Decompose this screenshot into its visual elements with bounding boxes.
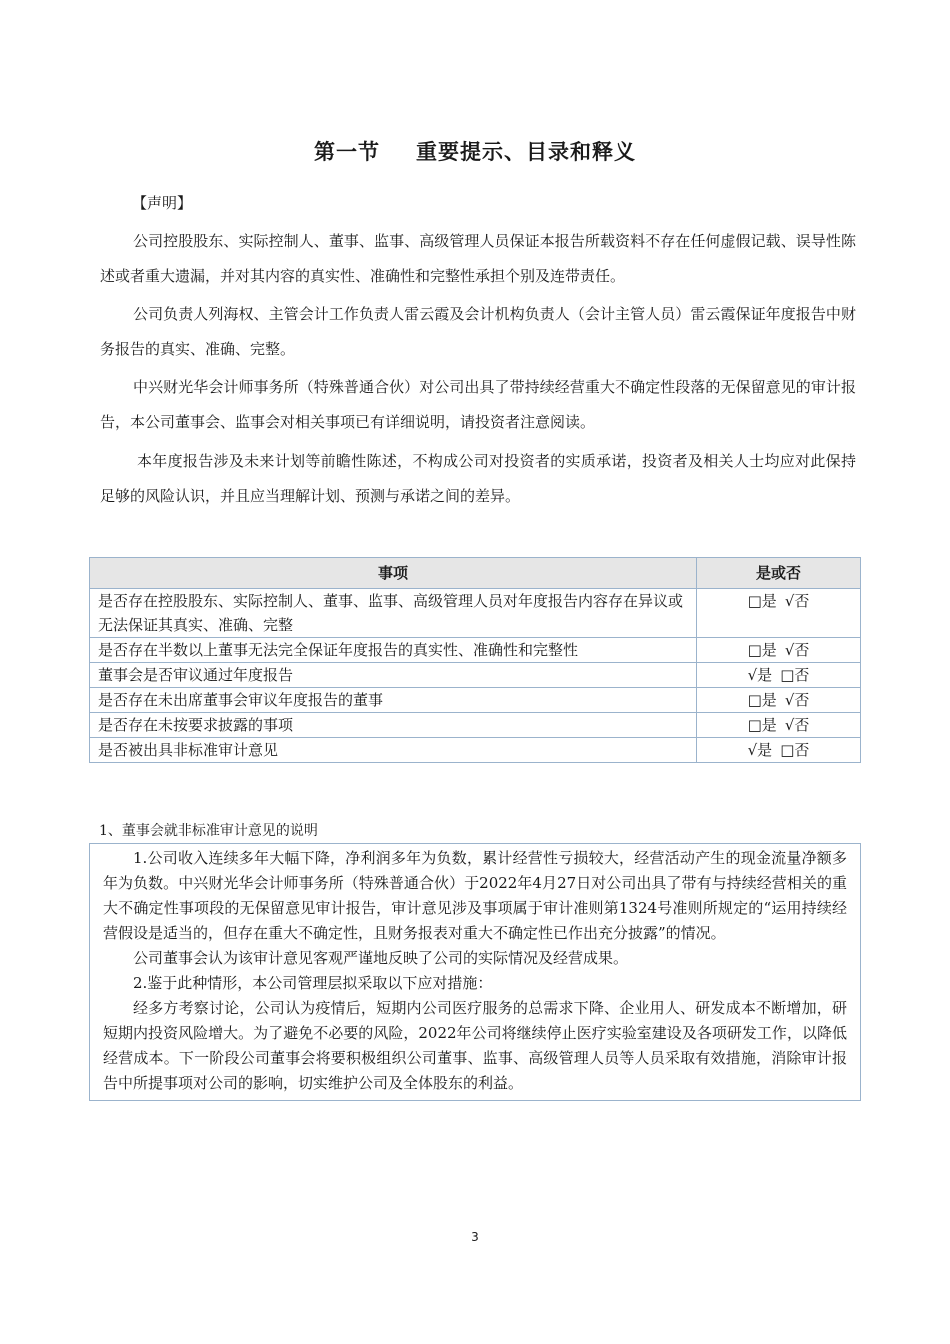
statement-paragraph-3: 中兴财光华会计师事务所（特殊普通合伙）对公司出具了带持续经营重大不确定性段落的无保留意见的审计报告，本公司董事会、监事会对相关事项已有详细说明，请投资者注意阅读。 [100, 378, 856, 431]
page-number: 3 [471, 1230, 479, 1244]
statement-paragraph-4: 本年度报告涉及未来计划等前瞻性陈述，不构成公司对投资者的实质承诺，投资者及相关人士均应对此保持足够的风险认识，并且应当理解计划、预测与承诺之间的差异。 [100, 452, 856, 505]
explanation-heading: 1、董事会就非标准审计意见的说明 [99, 823, 318, 839]
table-row [90, 663, 861, 688]
table-cell-item: 是否存在未出席董事会审议年度报告的董事 [90, 688, 697, 713]
explanation-paragraph-1: 1.公司收入连续多年大幅下降，净利润多年为负数，累计经营性亏损较大，经营活动产生的现金流量净额多年为负数。中兴财光华会计师事务所（特殊普通合伙）于2022年4月27日对公司出具了带有与持续经营相关的重大不确定性事项段的无保留意见审计报告，审计意见涉及事项属于审计准则第1324号准则所规定的“运用持续经营假设是适当的，但存在重大不确定性，且财务报表对重大不确定性已作出充分披露”的情况。 [103, 849, 847, 942]
table-row [90, 713, 861, 738]
yes-checkbox: □是 [747, 641, 777, 659]
confirmation-table [89, 557, 861, 763]
table-header-row [90, 558, 861, 589]
statement-label: 【声明】 [132, 194, 193, 212]
explanation-box [89, 843, 861, 1101]
section-title: 重要提示、目录和释义 [416, 140, 636, 164]
table-cell-item: 是否存在未按要求披露的事项 [90, 713, 697, 738]
no-checkbox: □否 [780, 666, 810, 684]
yes-checkbox: □是 [747, 691, 777, 709]
no-checkbox: √否 [784, 592, 810, 610]
table-cell-choice [697, 663, 861, 688]
column-header-yes-no: 是或否 [697, 558, 861, 589]
column-header-item: 事项 [90, 558, 697, 589]
table-cell-choice [697, 638, 861, 663]
table-cell-choice [697, 713, 861, 738]
no-checkbox: √否 [784, 641, 810, 659]
table-row [90, 638, 861, 663]
table-row [90, 589, 861, 638]
no-checkbox: √否 [784, 691, 810, 709]
explanation-paragraph-2: 公司董事会认为该审计意见客观严谨地反映了公司的实际情况及经营成果。 [133, 949, 629, 967]
table-row [90, 688, 861, 713]
statement-paragraph-2: 公司负责人列海权、主管会计工作负责人雷云霞及会计机构负责人（会计主管人员）雷云霞保证年度报告中财务报告的真实、准确、完整。 [100, 305, 856, 358]
table-row [90, 738, 861, 763]
explanation-paragraph-4: 经多方考察讨论，公司认为疫情后，短期内公司医疗服务的总需求下降、企业用人、研发成本不断增加，研短期内投资风险增大。为了避免不必要的风险，2022年公司将继续停止医疗实验室建设及各项研发工作，以降低经营成本。下一阶段公司董事会将要积极组织公司董事、监事、高级管理人员等人员采取有效措施，消除审计报告中所提事项对公司的影响，切实维护公司及全体股东的利益。 [103, 999, 847, 1092]
no-checkbox: √否 [784, 716, 810, 734]
section-number: 第一节 [314, 140, 380, 164]
table-cell-item: 董事会是否审议通过年度报告 [90, 663, 697, 688]
table-cell-choice [697, 589, 861, 638]
statement-paragraph-1: 公司控股股东、实际控制人、董事、监事、高级管理人员保证本报告所载资料不存在任何虚假记载、误导性陈述或者重大遗漏，并对其内容的真实性、准确性和完整性承担个别及连带责任。 [100, 232, 856, 285]
table-cell-item: 是否存在半数以上董事无法完全保证年度报告的真实性、准确性和完整性 [90, 638, 697, 663]
yes-checkbox: □是 [747, 592, 777, 610]
page-title [0, 136, 950, 166]
no-checkbox: □否 [780, 741, 810, 759]
table-cell-choice [697, 738, 861, 763]
yes-checkbox: √是 [747, 666, 773, 684]
table-cell-item: 是否存在控股股东、实际控制人、董事、监事、高级管理人员对年度报告内容存在异议或无法保证其真实、准确、完整 [90, 589, 697, 638]
table-cell-item: 是否被出具非标准审计意见 [90, 738, 697, 763]
explanation-paragraph-3: 2.鉴于此种情形，本公司管理层拟采取以下应对措施： [133, 974, 493, 992]
yes-checkbox: □是 [747, 716, 777, 734]
yes-checkbox: √是 [747, 741, 773, 759]
table-cell-choice [697, 688, 861, 713]
